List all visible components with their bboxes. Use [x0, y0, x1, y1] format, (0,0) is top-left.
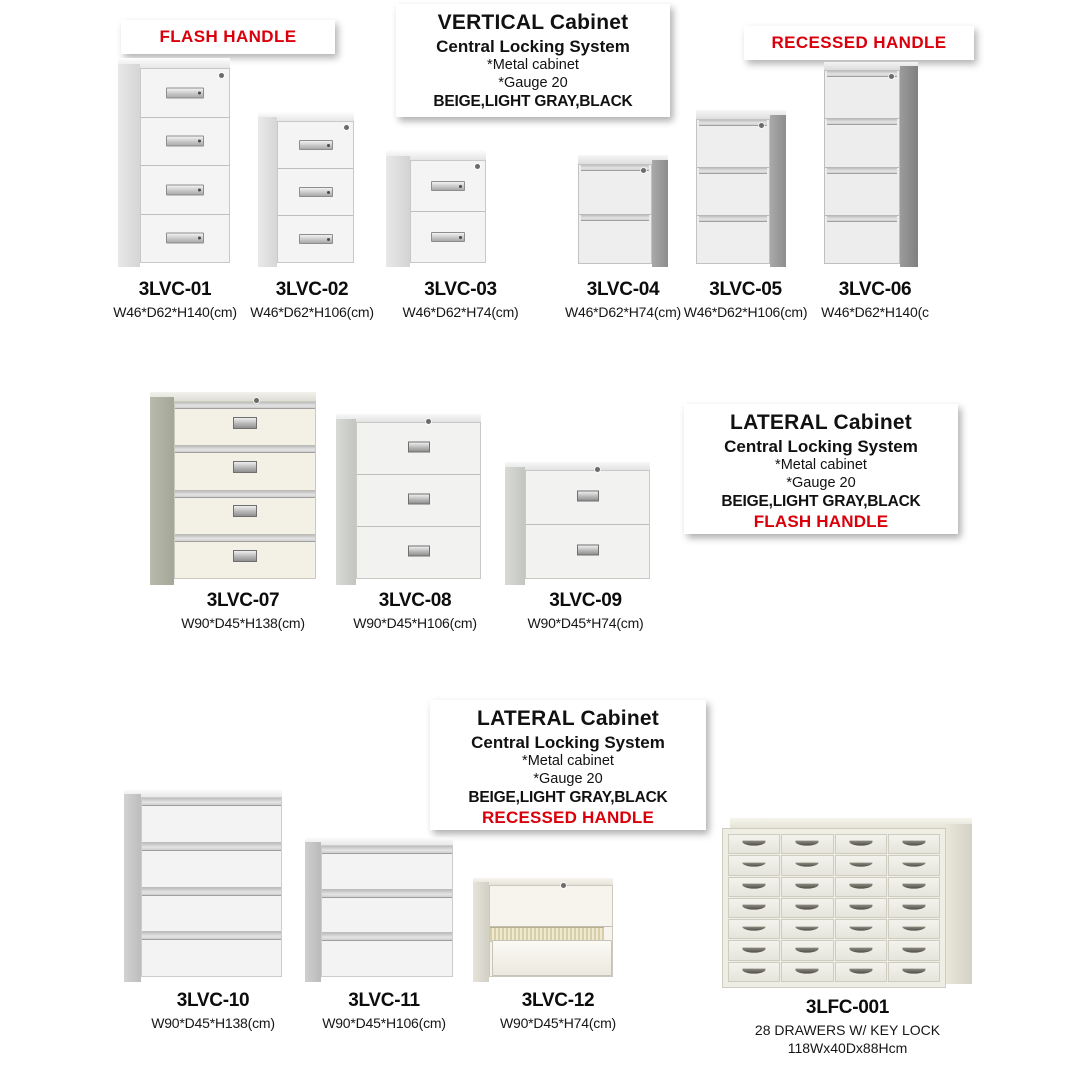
product-code: 3LVC-03 [424, 279, 497, 300]
drawer-top-trim [175, 535, 315, 542]
product-image-3lvc-02 [258, 112, 354, 267]
cabinet-front [489, 885, 613, 977]
flash-handle-icon [233, 505, 257, 517]
product-image-3lfc-001 [722, 818, 972, 988]
product-dimensions: W90*D45*H106(cm) [322, 1014, 446, 1031]
drawer[interactable] [888, 898, 940, 918]
lateral-flash-info-handle: FLASH HANDLE [753, 511, 889, 531]
recessed-handle-icon [142, 888, 281, 896]
cabinet-front [140, 68, 230, 263]
vertical-cabinet-info [396, 4, 670, 117]
caption-3lvc-02 [232, 278, 392, 321]
cabinet-side-panel [386, 156, 410, 267]
product-image-3lvc-12 [473, 878, 613, 982]
lateral-flash-info-subtitle: Central Locking System [724, 436, 918, 456]
drawer[interactable] [825, 119, 899, 167]
flash-handle-icon [166, 87, 204, 98]
recessed-handle-icon [827, 168, 897, 174]
drawer[interactable] [728, 940, 780, 960]
drawer[interactable] [697, 168, 769, 216]
drawer[interactable] [357, 527, 480, 578]
drawer[interactable] [835, 898, 887, 918]
drawer[interactable] [825, 168, 899, 216]
vertical-info-bullet-1: *Metal cabinet [487, 57, 579, 74]
product-dimensions: W90*D45*H138(cm) [181, 614, 305, 631]
flash-handle-icon [577, 545, 599, 556]
lateral-cabinet-recessed-info [430, 700, 706, 830]
drawer[interactable] [728, 834, 780, 854]
caption-3lvc-01 [95, 278, 255, 321]
product-description: 28 DRAWERS W/ KEY LOCK [754, 1021, 941, 1038]
flash-handle-icon [408, 442, 430, 453]
drawer[interactable] [888, 962, 940, 982]
cabinet-side-panel [150, 397, 174, 585]
recessed-handle-icon [699, 216, 767, 222]
lateral-recessed-info-handle: RECESSED HANDLE [481, 807, 655, 827]
product-image-3lvc-05 [696, 110, 786, 267]
flash-handle-icon [299, 140, 333, 150]
drawer[interactable] [141, 166, 229, 215]
drawer[interactable] [579, 165, 651, 215]
product-dimensions: W46*D62*H140(cm) [113, 303, 237, 320]
lock-icon [475, 164, 480, 169]
cabinet-front [141, 797, 282, 977]
product-code: 3LVC-06 [838, 279, 912, 300]
cabinet-side-panel [124, 794, 141, 982]
product-dimensions: W46*D62*H106(cm) [250, 303, 374, 320]
flash-handle-icon [408, 546, 430, 557]
drawer[interactable] [278, 216, 353, 262]
product-dimensions: W46*D62*H74(cm) [564, 303, 682, 320]
lateral-flash-info-colors: BEIGE,LIGHT GRAY,BLACK [721, 492, 921, 510]
drawer[interactable] [322, 890, 452, 934]
product-dimensions: W46*D62*H74(cm) [402, 303, 519, 320]
drawer[interactable] [278, 122, 353, 169]
drawer[interactable] [781, 919, 833, 939]
drawer[interactable] [142, 888, 281, 933]
cabinet-front [578, 164, 652, 264]
recessed-handle-icon [699, 120, 767, 126]
lateral-recessed-info-bullet-1: *Metal cabinet [522, 753, 614, 770]
lock-icon [595, 467, 600, 472]
lock-icon [561, 883, 566, 888]
product-dimensions: W90*D45*H106(cm) [353, 614, 477, 631]
caption-3lvc-11 [294, 989, 474, 1032]
cabinet-side-panel [473, 882, 489, 982]
drawer[interactable] [728, 962, 780, 982]
recessed-handle-icon [142, 932, 281, 940]
product-code: 3LVC-05 [709, 279, 782, 300]
product-image-3lvc-06 [824, 62, 918, 267]
drawer-grid [728, 834, 940, 982]
drawer[interactable] [411, 161, 485, 212]
product-code: 3LVC-11 [348, 990, 420, 1011]
caption-3lvc-08 [325, 589, 505, 632]
lateral-recessed-info-subtitle: Central Locking System [471, 732, 665, 752]
product-dimensions: W46*D62*H140(c [821, 303, 929, 320]
drawer[interactable] [835, 855, 887, 875]
product-image-3lvc-03 [386, 150, 486, 267]
lateral-flash-info-bullet-1: *Metal cabinet [775, 457, 867, 474]
product-dimensions: W90*D45*H138(cm) [151, 1014, 275, 1031]
cabinet-side-panel [305, 842, 321, 982]
cabinet-front [824, 70, 900, 264]
recessed-handle-icon [581, 215, 649, 221]
drawer[interactable] [835, 962, 887, 982]
cabinet-front [410, 160, 486, 263]
lock-icon [889, 74, 894, 79]
product-code: 3LVC-02 [275, 279, 349, 300]
cabinet-side-panel [946, 824, 972, 984]
drawer[interactable] [697, 216, 769, 263]
product-image-3lvc-07 [150, 392, 316, 585]
product-code: 3LVC-01 [138, 279, 212, 300]
lateral-cabinet-flash-info [684, 404, 958, 534]
flash-handle-icon [166, 233, 204, 244]
drawer[interactable] [322, 846, 452, 890]
open-drawer-front [492, 940, 612, 977]
caption-3lfc-001 [715, 996, 980, 1057]
drawer[interactable] [825, 71, 899, 119]
lateral-flash-info-bullet-2: *Gauge 20 [786, 475, 856, 492]
product-image-3lvc-09 [505, 462, 650, 585]
product-code: 3LVC-04 [586, 279, 660, 300]
recessed-handle-icon [322, 890, 452, 898]
recessed-handle-icon [581, 165, 649, 171]
drawer[interactable] [357, 423, 480, 475]
cabinet-front [174, 401, 316, 579]
cabinet-side-panel [770, 115, 786, 267]
lock-icon [759, 123, 764, 128]
flash-handle-banner-label: FLASH HANDLE [159, 27, 297, 46]
product-image-3lvc-10 [124, 790, 282, 982]
recessed-handle-icon [827, 216, 897, 222]
drawer[interactable] [141, 118, 229, 167]
drawer[interactable] [781, 855, 833, 875]
cabinet-side-panel [336, 419, 356, 585]
flash-handle-icon [166, 136, 204, 147]
drawer[interactable] [490, 886, 612, 927]
drawer[interactable] [781, 877, 833, 897]
product-code: 3LVC-10 [176, 990, 250, 1011]
lateral-flash-info-title: LATERAL Cabinet [730, 411, 912, 434]
drawer[interactable] [888, 877, 940, 897]
caption-3lvc-09 [498, 589, 673, 632]
drawer[interactable] [781, 834, 833, 854]
product-dimensions: W46*D62*H106(cm) [683, 303, 808, 320]
product-image-3lvc-11 [305, 838, 453, 982]
drawer[interactable] [278, 169, 353, 216]
drawer[interactable] [781, 940, 833, 960]
product-code: 3LVC-09 [549, 590, 622, 611]
product-dimensions: 118Wx40Dx88Hcm [787, 1039, 908, 1056]
drawer[interactable] [175, 402, 315, 446]
drawer[interactable] [728, 855, 780, 875]
drawer[interactable] [322, 933, 452, 976]
recessed-handle-icon [142, 843, 281, 851]
drawer[interactable] [835, 877, 887, 897]
product-code: 3LVC-12 [521, 990, 595, 1011]
cabinet-side-panel [505, 467, 525, 585]
flash-handle-icon [166, 184, 204, 195]
caption-3lvc-12 [468, 989, 648, 1032]
recessed-handle-banner [744, 26, 974, 60]
product-dimensions: W90*D45*H74(cm) [499, 1014, 617, 1031]
cabinet-front [277, 121, 354, 263]
recessed-handle-icon [322, 846, 452, 854]
product-code: 3LVC-07 [206, 590, 280, 611]
product-dimensions: W90*D45*H74(cm) [527, 614, 644, 631]
flash-handle-icon [233, 461, 257, 473]
flash-handle-icon [299, 234, 333, 244]
product-code: 3LVC-08 [378, 590, 452, 611]
drawer[interactable] [526, 471, 649, 525]
drawer[interactable] [142, 798, 281, 843]
flash-handle-icon [431, 181, 465, 191]
drawer[interactable] [728, 877, 780, 897]
cabinet-side-panel [118, 64, 140, 267]
flash-handle-icon [233, 417, 257, 429]
drawer[interactable] [175, 491, 315, 535]
product-image-3lvc-08 [336, 414, 481, 585]
vertical-info-colors: BEIGE,LIGHT GRAY,BLACK [433, 92, 633, 110]
drawer[interactable] [579, 215, 651, 264]
drawer-open[interactable] [490, 927, 612, 977]
drawer[interactable] [141, 215, 229, 263]
drawer[interactable] [781, 898, 833, 918]
recessed-handle-banner-label: RECESSED HANDLE [771, 33, 947, 52]
drawer[interactable] [835, 919, 887, 939]
product-image-3lvc-04 [578, 155, 668, 267]
lateral-recessed-info-title: LATERAL Cabinet [477, 707, 659, 730]
recessed-handle-icon [827, 71, 897, 77]
recessed-handle-icon [142, 798, 281, 806]
drawer[interactable] [697, 120, 769, 168]
product-image-3lvc-01 [118, 58, 230, 267]
cabinet-front [321, 845, 453, 977]
flash-handle-banner [121, 20, 335, 54]
drawer[interactable] [728, 919, 780, 939]
product-code: 3LFC-001 [805, 997, 890, 1018]
drawer[interactable] [357, 475, 480, 527]
caption-3lvc-03 [378, 278, 543, 321]
cabinet-side-panel [652, 160, 668, 267]
flash-handle-icon [299, 187, 333, 197]
vertical-info-subtitle: Central Locking System [436, 36, 630, 56]
drawer[interactable] [142, 843, 281, 888]
lateral-recessed-info-bullet-2: *Gauge 20 [533, 771, 603, 788]
drawer[interactable] [175, 535, 315, 578]
drawer[interactable] [411, 212, 485, 262]
drawer[interactable] [825, 216, 899, 263]
drawer[interactable] [141, 69, 229, 118]
drawer[interactable] [888, 855, 940, 875]
drawer[interactable] [835, 940, 887, 960]
vertical-info-bullet-2: *Gauge 20 [498, 75, 568, 92]
caption-3lvc-10 [123, 989, 303, 1032]
cabinet-side-panel [258, 117, 277, 267]
lateral-recessed-info-colors: BEIGE,LIGHT GRAY,BLACK [468, 788, 668, 806]
cabinet-front [696, 119, 770, 264]
cabinet-front [525, 470, 650, 579]
caption-3lvc-06 [790, 278, 960, 321]
drawer[interactable] [142, 932, 281, 976]
lock-icon [641, 168, 646, 173]
recessed-handle-icon [322, 933, 452, 941]
drawer[interactable] [728, 898, 780, 918]
cabinet-side-panel [900, 66, 918, 267]
recessed-handle-icon [827, 119, 897, 125]
drawer[interactable] [888, 940, 940, 960]
drawer-top-trim [175, 491, 315, 498]
drawer-top-trim [175, 402, 315, 409]
drawer-top-trim [175, 446, 315, 453]
flash-handle-icon [577, 491, 599, 502]
drawer[interactable] [888, 919, 940, 939]
recessed-handle-icon [699, 168, 767, 174]
vertical-info-title: VERTICAL Cabinet [437, 11, 629, 34]
drawer[interactable] [781, 962, 833, 982]
flash-handle-icon [431, 232, 465, 242]
drawer[interactable] [888, 834, 940, 854]
caption-3lvc-07 [153, 589, 333, 632]
drawer[interactable] [835, 834, 887, 854]
flash-handle-icon [233, 550, 257, 562]
flash-handle-icon [408, 494, 430, 505]
lock-icon [344, 125, 349, 130]
lock-icon [426, 419, 431, 424]
lock-icon [254, 398, 259, 403]
lock-icon [219, 73, 224, 78]
cabinet-front [356, 422, 481, 579]
drawer[interactable] [526, 525, 649, 578]
drawer[interactable] [175, 446, 315, 490]
